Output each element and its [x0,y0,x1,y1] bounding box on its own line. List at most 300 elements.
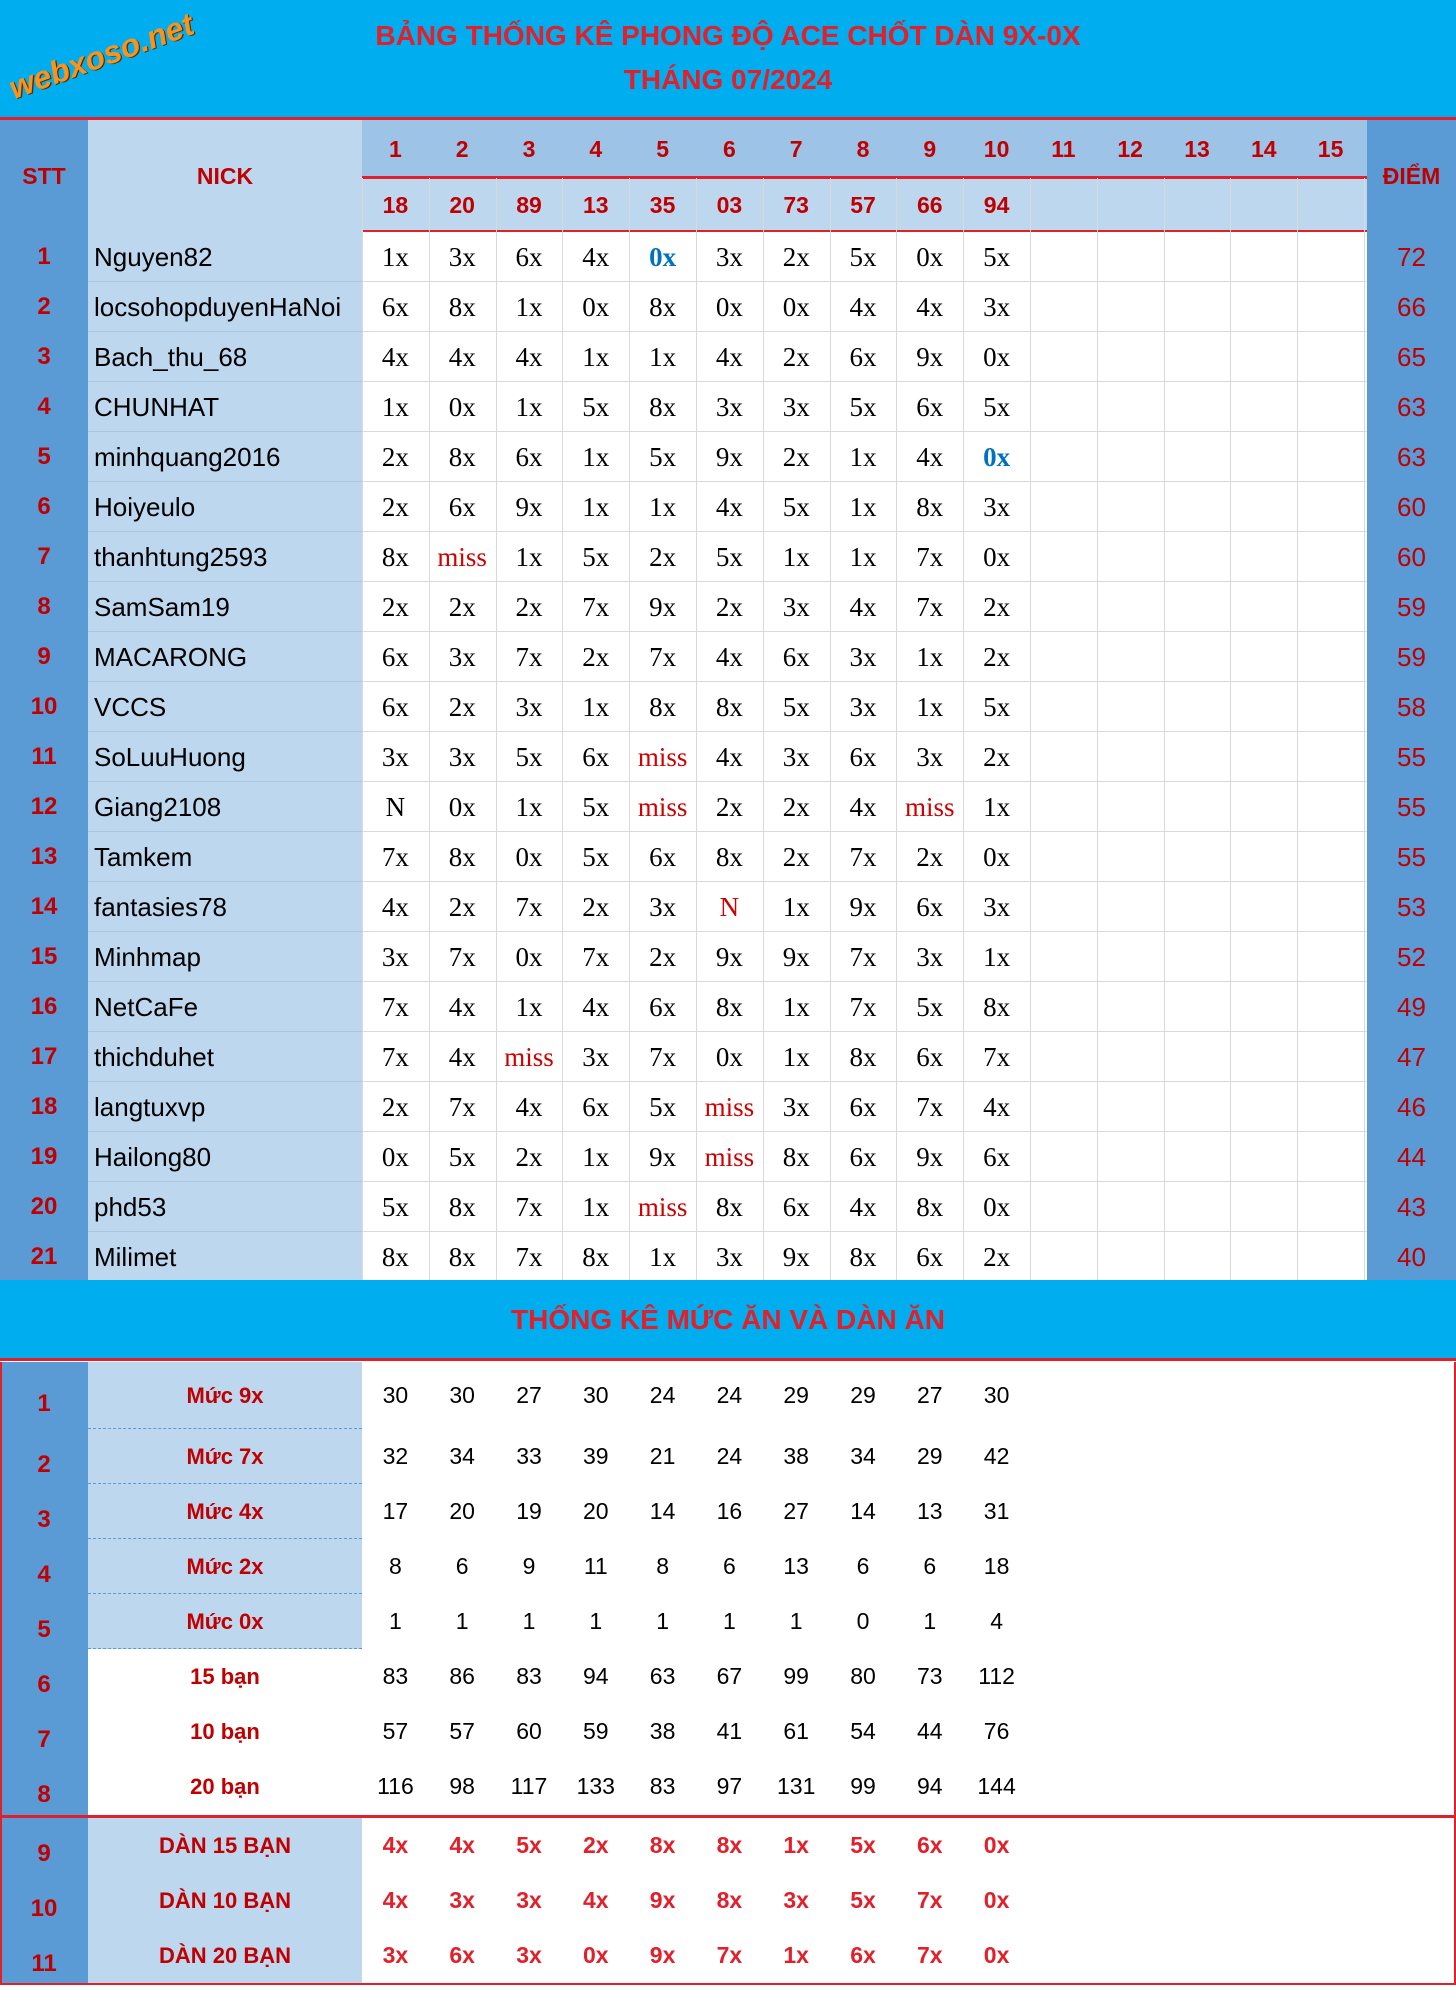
pick-cell: 3x [448,741,476,772]
stats-value: 42 [983,1443,1010,1469]
pick-cell: 4x [715,641,743,672]
stats-label: 10 bạn [190,1718,260,1744]
pick-cell: 4x [916,441,944,472]
stats-value: 83 [382,1663,409,1689]
stats-value: 27 [783,1498,809,1524]
pick-cell: 8x [849,1241,877,1272]
pick-cell: 1x [849,491,877,522]
pick-cell: 2x [782,841,810,872]
player-nick[interactable]: langtuxvp [94,1091,206,1122]
pick-cell: 3x [649,891,677,922]
result-number [1297,178,1364,232]
stats-value: 38 [783,1443,809,1469]
pick-cell: 1x [782,541,810,572]
result-number [1230,178,1297,232]
player-score: 55 [1397,841,1426,872]
stats-value: 112 [978,1663,1015,1689]
player-nick[interactable]: NetCaFe [94,991,199,1022]
row-stt: 11 [31,743,57,770]
pick-cell: 0x [649,241,677,272]
pick-cell: 5x [983,391,1011,422]
pick-cell: 2x [649,541,677,572]
stats-value: 1 [789,1608,803,1634]
day-number: 3 [522,135,536,162]
stats-stt: 5 [37,1615,51,1643]
dan-value: 6x [850,1942,876,1968]
pick-cell: 4x [849,291,877,322]
stats-value: 60 [516,1718,542,1744]
pick-cell: 8x [715,691,743,722]
player-nick[interactable]: thichduhet [94,1041,214,1072]
dan-value: 6x [916,1832,943,1858]
player-nick[interactable]: Hoiyeulo [94,491,196,522]
stats-label: 15 bạn [190,1663,260,1689]
pick-cell: 4x [381,341,409,372]
stats-value: 24 [649,1382,676,1408]
dan-value: 1x [783,1832,809,1858]
pick-cell: 8x [448,1241,476,1272]
player-score: 47 [1397,1041,1426,1072]
pick-cell: 1x [582,691,610,722]
stats-value: 29 [850,1382,876,1408]
pick-cell: 5x [983,691,1011,722]
player-nick[interactable]: Minhmap [94,941,201,972]
row-stt: 21 [30,1243,58,1270]
pick-cell: 7x [515,1191,543,1222]
day-number: 9 [923,135,937,162]
pick-cell: 5x [582,841,610,872]
pick-cell: 2x [782,791,810,822]
grid-line [1030,178,1031,1282]
dan-value: 3x [382,1942,409,1968]
pick-cell: 1x [515,291,543,322]
pick-cell: 3x [448,641,476,672]
stats-value: 76 [983,1718,1010,1744]
pick-cell: 1x [916,691,944,722]
pick-cell: 3x [916,741,944,772]
pick-cell: 4x [983,1091,1011,1122]
day-number: 11 [1051,135,1076,162]
player-nick[interactable]: Hailong80 [94,1141,212,1172]
pick-cell: 7x [983,1041,1011,1072]
day-number: 14 [1250,135,1277,162]
player-nick[interactable]: MACARONG [94,641,248,672]
player-score: 60 [1397,541,1426,572]
player-nick[interactable]: SoLuuHuong [94,741,246,772]
dan-value: 2x [582,1832,609,1858]
stats-value: 17 [382,1498,409,1524]
pick-cell: 7x [515,641,543,672]
pick-cell: 6x [649,991,677,1022]
player-score: 43 [1397,1191,1426,1222]
day-number: 2 [455,135,469,162]
pick-cell: 5x [448,1141,476,1172]
pick-cell: 6x [916,1241,944,1272]
pick-cell: 0x [916,241,944,272]
pick-cell: 4x [849,791,877,822]
pick-cell: 8x [782,1141,810,1172]
pick-cell: 7x [381,841,409,872]
stats-value: 21 [649,1443,676,1469]
dan-value: 8x [649,1832,676,1858]
pick-cell: 8x [715,991,743,1022]
pick-cell: 6x [448,491,476,522]
pick-cell: 6x [849,741,877,772]
pick-cell: 2x [582,641,610,672]
row-stt: 2 [37,293,51,320]
pick-cell: 2x [448,891,476,922]
row-stt: 9 [37,643,51,670]
stats-value: 38 [649,1718,676,1744]
pick-cell: 1x [649,341,677,372]
player-nick[interactable]: thanhtung2593 [94,541,268,572]
result-number: 89 [516,191,542,218]
player-nick[interactable]: minhquang2016 [94,441,281,472]
result-number: 35 [649,191,676,218]
dan-label: DÀN 20 BẠN [158,1942,292,1968]
pick-cell: 3x [715,1241,743,1272]
stats-value: 6 [455,1553,469,1579]
pick-cell: 5x [782,491,810,522]
pick-cell: 6x [381,291,409,322]
stats-value: 24 [716,1443,743,1469]
pick-cell: 1x [782,1041,810,1072]
player-nick[interactable]: Giang2108 [94,791,222,822]
stats-value: 98 [449,1773,475,1799]
pick-cell: N [385,791,406,822]
pick-cell: 2x [649,941,677,972]
pick-cell: 7x [916,591,944,622]
pick-cell: 2x [983,1241,1011,1272]
day-number: 8 [856,135,870,162]
day-number: 6 [723,135,736,162]
pick-cell: 1x [649,491,677,522]
pick-cell: 3x [983,891,1011,922]
stats-value: 11 [583,1553,608,1579]
pick-cell: 4x [448,1041,476,1072]
stats-label: Mức 2x [186,1553,264,1579]
pick-cell: 7x [849,841,877,872]
pick-cell: 1x [515,791,543,822]
dan-value: 0x [983,1942,1010,1968]
pick-cell: 4x [381,891,409,922]
pick-cell: 9x [515,491,543,522]
row-stt: 16 [30,993,58,1020]
pick-cell: 0x [515,941,543,972]
stats-label: 20 bạn [190,1773,260,1799]
player-score: 63 [1397,391,1426,422]
stats-value: 57 [449,1718,475,1744]
pick-cell: 6x [782,641,810,672]
pick-cell: 1x [582,1141,610,1172]
pick-cell: 9x [715,441,743,472]
player-nick[interactable]: Tamkem [94,841,193,872]
pick-cell: 8x [649,291,677,322]
dan-value: 5x [516,1832,542,1858]
pick-cell: 5x [582,541,610,572]
pick-cell: 3x [849,691,877,722]
pick-cell: 0x [983,441,1011,472]
stats-value: 29 [783,1382,809,1408]
pick-cell: 2x [381,441,409,472]
pick-cell: 8x [448,841,476,872]
pick-cell: 3x [983,491,1011,522]
pick-cell: 6x [582,1091,610,1122]
pick-cell: 6x [849,1091,877,1122]
stats-label: Mức 9x [186,1382,264,1408]
stats-value: 57 [382,1718,409,1744]
grid-line [1230,178,1231,1282]
pick-cell: 5x [983,241,1011,272]
row-stt: 12 [30,793,58,820]
row-stt: 8 [37,593,51,620]
pick-cell: miss [704,1141,755,1172]
pick-cell: 2x [983,741,1011,772]
pick-cell: 9x [649,591,677,622]
pick-cell: 6x [983,1141,1011,1172]
stats-stt: 8 [37,1780,51,1808]
pick-cell: 2x [782,241,810,272]
player-nick[interactable]: CHUNHAT [94,391,220,422]
dan-value: 5x [850,1887,876,1913]
stt-header: STT [22,162,66,189]
pick-cell: 1x [649,1241,677,1272]
pick-cell: 4x [448,991,476,1022]
player-score: 72 [1397,241,1426,272]
pick-cell: 7x [381,991,409,1022]
pick-cell: 4x [715,341,743,372]
diem-header: ĐIỂM [1382,162,1441,189]
player-score: 59 [1397,641,1426,672]
stats-value: 54 [850,1718,876,1744]
pick-cell: 2x [448,691,476,722]
stats-value: 1 [723,1608,736,1634]
stats-value: 83 [516,1663,542,1689]
row-stt: 20 [30,1193,58,1220]
stats-value: 6 [923,1553,937,1579]
dan-value: 8x [716,1832,743,1858]
stats-value: 144 [977,1773,1016,1799]
pick-cell: 8x [849,1041,877,1072]
pick-cell: 5x [649,441,677,472]
day-number: 10 [983,135,1010,162]
pick-cell: 1x [849,541,877,572]
stats-value: 41 [716,1718,743,1744]
pick-cell: 1x [983,941,1011,972]
pick-cell: miss [637,791,688,822]
pick-cell: 7x [849,941,877,972]
pick-cell: 5x [582,391,610,422]
dan-stt: 10 [30,1894,58,1922]
stats-value: 27 [916,1382,943,1408]
stats-stt: 4 [37,1560,51,1588]
title-banner [0,0,1456,118]
stats-value: 16 [716,1498,743,1524]
pick-cell: 2x [782,341,810,372]
stats-value: 4 [990,1608,1003,1634]
player-nick[interactable]: Nguyen82 [94,241,213,272]
player-nick[interactable]: locsohopduyenHaNoi [94,291,342,322]
pick-cell: 4x [515,1091,543,1122]
player-nick[interactable]: VCCS [94,691,167,722]
row-stt: 17 [30,1043,58,1070]
pick-cell: 7x [515,1241,543,1272]
pick-cell: 5x [916,991,944,1022]
pick-cell: 3x [582,1041,610,1072]
pick-cell: 2x [381,1091,409,1122]
dan-value: 7x [916,1887,943,1913]
dan-value: 5x [850,1832,876,1858]
pick-cell: 6x [849,341,877,372]
pick-cell: 6x [849,1141,877,1172]
stats-stt: 3 [37,1505,51,1533]
player-nick[interactable]: phd53 [94,1191,167,1222]
stats-value: 13 [916,1498,943,1524]
dan-label: DÀN 15 BẠN [158,1832,292,1858]
player-nick[interactable]: Milimet [94,1241,177,1272]
pick-cell: 0x [381,1141,409,1172]
dan-value: 7x [916,1942,943,1968]
stats-value: 80 [850,1663,876,1689]
player-score: 46 [1397,1091,1426,1122]
pick-cell: 1x [381,391,409,422]
pick-cell: 2x [515,1141,543,1172]
stats-stt: 2 [37,1450,51,1478]
pick-cell: 8x [448,441,476,472]
pick-cell: miss [504,1041,554,1072]
site-logo[interactable]: webxoso.net [4,5,199,106]
row-stt: 3 [37,343,51,370]
stats-value: 30 [449,1382,475,1408]
page-subtitle: THÁNG 07/2024 [623,64,833,95]
pick-cell: 3x [448,241,476,272]
pick-cell: 2x [381,591,409,622]
row-stt: 15 [30,943,58,970]
dan-value: 9x [649,1887,676,1913]
pick-cell: 3x [782,391,810,422]
pick-cell: 8x [582,1241,610,1272]
left-border [0,1362,2,1983]
result-number [1164,178,1231,232]
dan-value: 3x [449,1887,475,1913]
stats-value: 67 [716,1663,743,1689]
stats-value: 73 [916,1663,943,1689]
player-nick[interactable]: fantasies78 [94,891,227,922]
stats-value: 9 [522,1553,536,1579]
pick-cell: 8x [649,391,677,422]
pick-cell: 1x [916,641,944,672]
bottom-border [0,1983,1456,1985]
pick-cell: 6x [916,891,944,922]
pick-cell: 2x [782,441,810,472]
pick-cell: 0x [983,1191,1011,1222]
dan-stt: 9 [37,1839,51,1867]
player-nick[interactable]: Bach_thu_68 [94,341,248,372]
pick-cell: 9x [782,941,810,972]
stats-stt: 7 [37,1725,51,1753]
pick-cell: 7x [649,1041,677,1072]
pick-cell: 9x [916,1141,944,1172]
pick-cell: 2x [448,591,476,622]
dan-value: 1x [783,1942,809,1968]
dan-stt: 11 [31,1949,57,1977]
pick-cell: 4x [916,291,944,322]
row-stt: 7 [37,543,51,570]
pick-cell: 6x [381,691,409,722]
pick-cell: 7x [448,1091,476,1122]
stats-value: 94 [916,1773,943,1799]
pick-cell: 0x [715,1041,743,1072]
pick-cell: miss [637,1191,688,1222]
pick-cell: 4x [515,341,543,372]
stats-value: 6 [723,1553,736,1579]
pick-cell: 0x [983,541,1011,572]
stats-value: 1 [923,1608,937,1634]
dan-value: 4x [382,1832,409,1858]
pick-cell: 7x [916,541,944,572]
dan-value: 4x [449,1832,475,1858]
pick-cell: 7x [582,941,610,972]
stats-value: 44 [916,1718,943,1744]
pick-cell: 5x [715,541,743,572]
pick-cell: 8x [381,1241,409,1272]
result-number: 94 [983,191,1010,218]
player-score: 55 [1397,741,1426,772]
pick-cell: 4x [715,741,743,772]
result-number [1030,178,1097,232]
result-number: 03 [716,191,743,218]
row-stt: 6 [37,493,51,520]
player-nick[interactable]: SamSam19 [94,591,230,622]
stats-value: 97 [716,1773,743,1799]
player-score: 49 [1397,991,1426,1022]
stats-value: 133 [576,1773,615,1799]
pick-cell: 5x [849,241,877,272]
stats-value: 19 [516,1498,542,1524]
pick-cell: 8x [448,1191,476,1222]
day-number: 7 [789,135,803,162]
pick-cell: 4x [448,341,476,372]
row-stt: 18 [30,1093,58,1120]
stats-value: 1 [522,1608,536,1634]
player-score: 58 [1397,691,1426,722]
pick-cell: 2x [715,791,743,822]
player-score: 65 [1397,341,1426,372]
pick-cell: 8x [381,541,409,572]
dan-value: 7x [716,1942,743,1968]
pick-cell: miss [905,791,955,822]
pick-cell: 7x [448,941,476,972]
stats-value: 14 [850,1498,876,1524]
pick-cell: 3x [782,741,810,772]
pick-cell: 4x [582,241,610,272]
pick-cell: 7x [515,891,543,922]
stats-value: 1 [589,1608,603,1634]
pick-cell: 6x [515,441,543,472]
player-score: 53 [1397,891,1426,922]
stats-value: 27 [516,1382,542,1408]
dan-value: 0x [983,1887,1010,1913]
pick-cell: 2x [983,591,1011,622]
pick-cell: 3x [515,691,543,722]
pick-cell: 4x [582,991,610,1022]
pick-cell: 8x [448,291,476,322]
pick-cell: 3x [849,641,877,672]
page-title: BẢNG THỐNG KÊ PHONG ĐỘ ACE CHỐT DÀN 9X-0X [375,20,1081,51]
pick-cell: miss [637,741,688,772]
dan-value: 3x [516,1887,542,1913]
pick-cell: 8x [916,1191,944,1222]
